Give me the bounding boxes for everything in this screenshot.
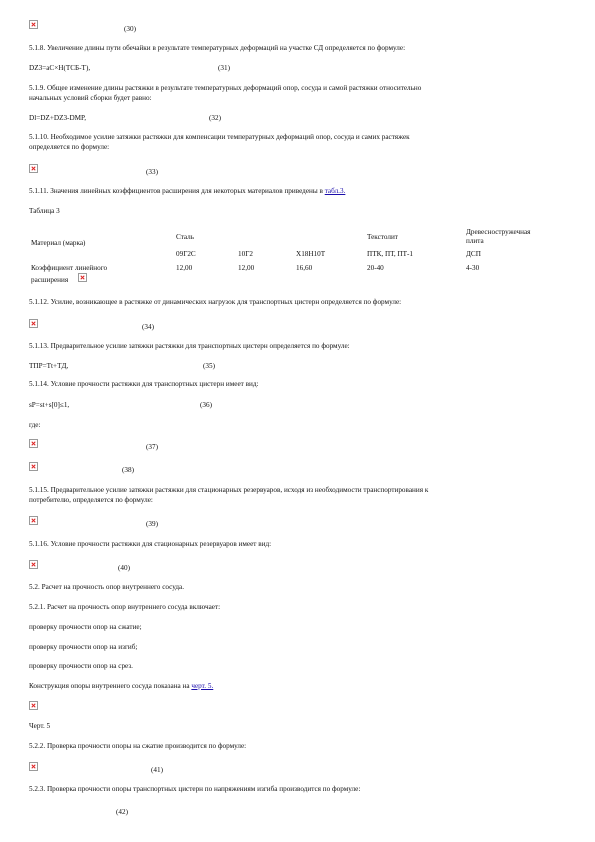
paragraph-5-1-9-line1: 5.1.9. Общее изменение длины растяжки в результате температурных деформаций опор, сосуда и самой растяжки относительно xyxy=(29,84,422,92)
equation-number-35: (35) xyxy=(203,362,215,370)
list-item-shear: проверку прочности опор на срез. xyxy=(29,662,133,670)
formula-41-image xyxy=(29,762,38,771)
table-row-label-image xyxy=(78,273,87,282)
formula-32: Dl=DZ+DZ3-DMP, xyxy=(29,114,87,122)
formula-37-image xyxy=(29,439,38,448)
paragraph-5-1-11-text: 5.1.11. Значения линейных коэффициентов расширения для некоторых материалов приведены в xyxy=(29,187,323,195)
equation-number-42: (42) xyxy=(116,808,128,816)
paragraph-5-1-15-line2: потребителю, определяется по формуле: xyxy=(29,496,153,504)
paragraph-5-1-8: 5.1.8. Увеличение длины пути обечайки в результате температурных деформаций на участке СД определяется по формуле: xyxy=(29,44,406,52)
table-value-09g2s: 12,00 xyxy=(176,264,193,272)
formula-40-image xyxy=(29,560,38,569)
where-label: где: xyxy=(29,421,41,429)
paragraph-5-1-11 xyxy=(29,187,345,195)
table-3-link[interactable]: табл.3. xyxy=(324,187,346,195)
table-value-10g2: 12,00 xyxy=(238,264,255,272)
table-value-x18n10t: 16,60 xyxy=(296,264,313,272)
paragraph-5-1-12: 5.1.12. Усилие, возникающее в растяжке от динамических нагрузок для транспортных цистерн определяется по формуле: xyxy=(29,298,402,306)
table-header-material: Материал (марка) xyxy=(31,239,86,247)
table-grade-steel-3: Х18Н10Т xyxy=(296,250,326,258)
table-grade-wood: ДСП xyxy=(466,250,481,258)
table-grade-steel-2: 10Г2 xyxy=(238,250,253,258)
equation-number-33: (33) xyxy=(146,168,158,176)
construction-text: Конструкция опоры внутреннего сосуда показана на xyxy=(29,682,190,690)
table-grade-textolite: ПТК, ПТ, ПТ-1 xyxy=(367,250,413,258)
table-header-textolite: Текстолит xyxy=(367,233,398,241)
formula-38-image xyxy=(29,462,38,471)
list-item-compression: проверку прочности опор на сжатие; xyxy=(29,623,142,631)
paragraph-5-1-10-line2: определяется по формуле: xyxy=(29,143,110,151)
table-grade-steel-1: 09Г2С xyxy=(176,250,196,258)
section-5-2-heading: 5.2. Расчет на прочность опор внутреннего сосуда. xyxy=(29,583,185,591)
equation-number-41: (41) xyxy=(151,766,163,774)
drawing-5-image xyxy=(29,701,38,710)
table-value-wood: 4-30 xyxy=(466,264,480,272)
paragraph-5-2-2: 5.2.2. Проверка прочности опоры на сжатие производится по формуле: xyxy=(29,742,247,750)
paragraph-5-1-14: 5.1.14. Условие прочности растяжки для транспортных цистерн имеет вид: xyxy=(29,380,259,388)
formula-31: DZ3=aC×H(TCБ-T), xyxy=(29,64,91,72)
formula-36: sP=st+s[0]≤1, xyxy=(29,401,70,409)
paragraph-construction xyxy=(29,682,213,690)
equation-number-31: (31) xyxy=(218,64,230,72)
table-header-wood-line1: Древесностружечная xyxy=(466,228,531,236)
paragraph-5-1-15-line1: 5.1.15. Предварительное усилие затяжки растяжки для стационарных резервуаров, исходя из необходимости транспортирования к xyxy=(29,486,429,494)
formula-33-image xyxy=(29,164,38,173)
table-value-textolite: 20-40 xyxy=(367,264,384,272)
formula-30-image xyxy=(29,20,38,29)
list-item-bending: проверку прочности опор на изгиб; xyxy=(29,643,138,651)
equation-number-37: (37) xyxy=(146,443,158,451)
equation-number-30: (30) xyxy=(124,25,136,33)
formula-34-image xyxy=(29,319,38,328)
drawing-5-link[interactable]: черт. 5. xyxy=(191,682,214,690)
paragraph-5-1-16: 5.1.16. Условие прочности растяжки для стационарных резервуаров имеет вид: xyxy=(29,540,272,548)
equation-number-36: (36) xyxy=(200,401,212,409)
equation-number-38: (38) xyxy=(122,466,134,474)
equation-number-32: (32) xyxy=(209,114,221,122)
equation-number-34: (34) xyxy=(142,323,154,331)
paragraph-5-2-3: 5.2.3. Проверка прочности опоры транспортных цистерн по напряжениям изгиба производится по формуле: xyxy=(29,785,361,793)
equation-number-39: (39) xyxy=(146,520,158,528)
table-row-label-line1: Коэффициент линейного xyxy=(31,264,108,272)
table-row-label-line2: расширения xyxy=(31,276,69,284)
equation-number-40: (40) xyxy=(118,564,130,572)
table-header-steel: Сталь xyxy=(176,233,195,241)
table-caption: Таблица 3 xyxy=(29,207,60,215)
formula-35: TПР=Tt+TД, xyxy=(29,362,69,370)
table-header-wood-line2: плита xyxy=(466,237,484,245)
drawing-caption: Черт. 5 xyxy=(29,722,51,730)
paragraph-5-1-9-line2: начальных условий сборки будет равно: xyxy=(29,94,152,102)
paragraph-5-1-10-line1: 5.1.10. Необходимое усилие затяжки растяжки для компенсации температурных деформаций опор, сосуда и самих растяжек xyxy=(29,133,410,141)
paragraph-5-1-13: 5.1.13. Предварительное усилие затяжки растяжки для транспортных цистерн определяется по формуле: xyxy=(29,342,350,350)
paragraph-5-2-1: 5.2.1. Расчет на прочность опор внутреннего сосуда включает: xyxy=(29,603,221,611)
formula-39-image xyxy=(29,516,38,525)
